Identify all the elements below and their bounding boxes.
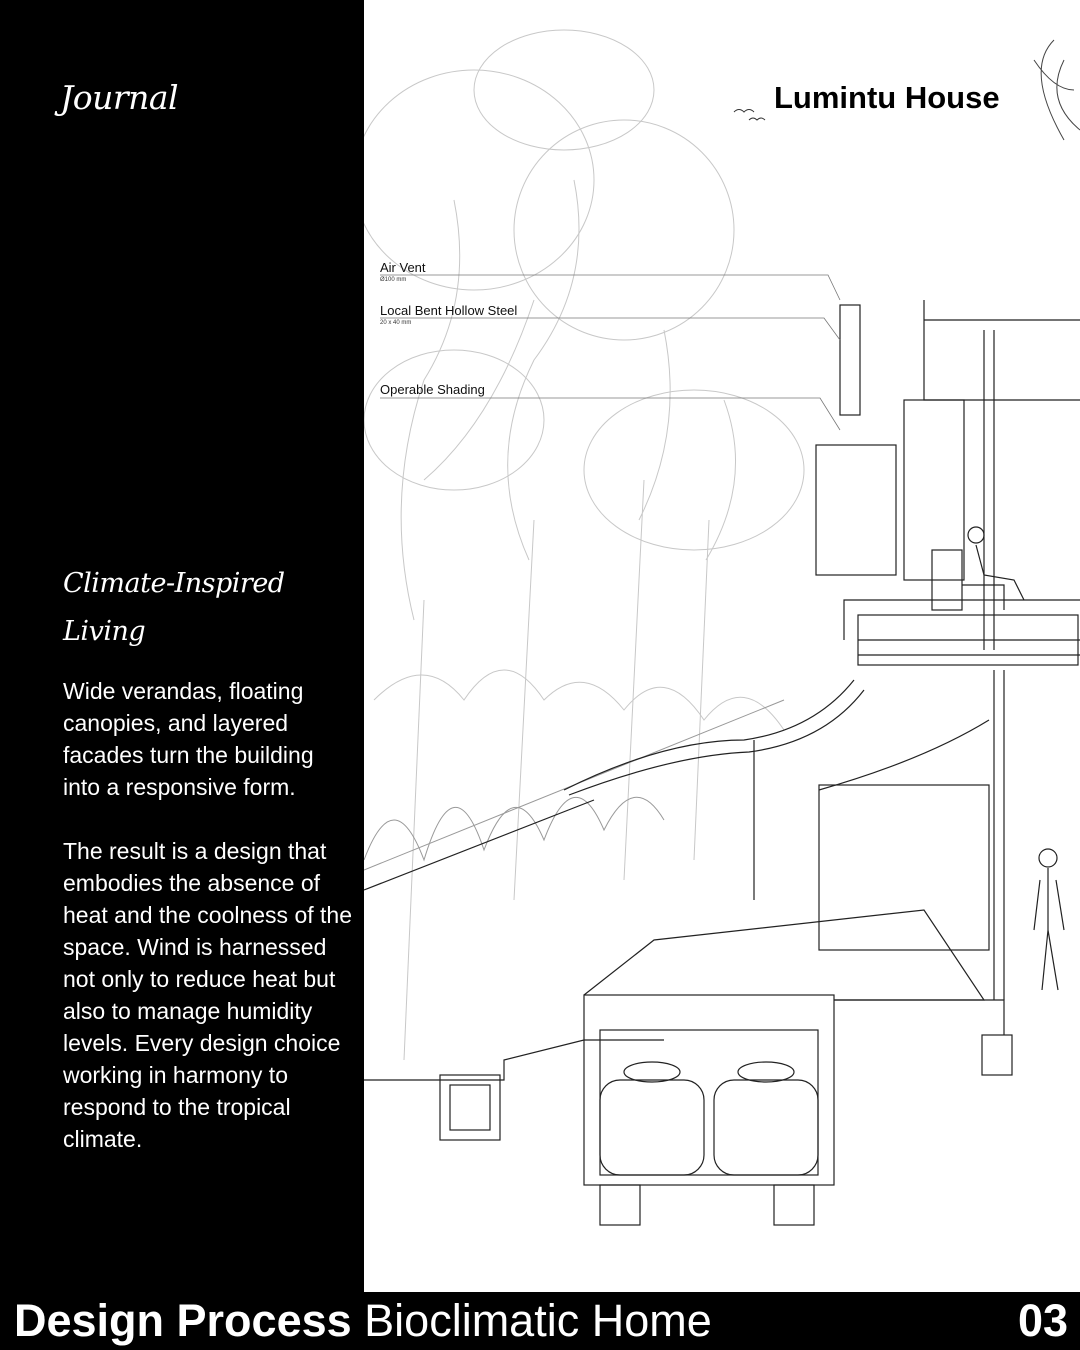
section-heading [63, 560, 343, 656]
footer-title [14, 1292, 712, 1350]
heading-line-1: Climate-Inspired [63, 568, 285, 599]
annotation-air-vent-size: Ø100 mm [380, 277, 407, 283]
annotation-bent-steel-size: 20 x 40 mm [380, 320, 412, 326]
footer-title-regular: Bioclimatic Home [351, 1295, 712, 1346]
paragraph-1: Wide verandas, floating canopies, and layered facades turn the building into a responsive form. [63, 678, 314, 800]
annotation-bent-steel: Local Bent Hollow Steel [380, 303, 518, 318]
drawing-title: Lumintu House [774, 80, 1000, 115]
section-drawing [364, 0, 1080, 1292]
annotation-air-vent: Air Vent [380, 260, 426, 275]
paragraph-2: The result is a design that embodies the absence of heat and the coolness of the space. Wind is harnessed not only to reduce heat but also to manage humidity levels. Every design choice working in harmony to respond to the tropical climate. [63, 838, 352, 1152]
architectural-section-illustration [364, 0, 1080, 1292]
journal-label: Journal [60, 78, 179, 117]
page-number: 03 [1017, 1295, 1068, 1346]
footer-bar [0, 1292, 1080, 1350]
heading-line-2: Living [63, 616, 146, 647]
body-text [63, 675, 353, 1187]
annotation-operable-shading: Operable Shading [380, 382, 485, 397]
footer-title-bold: Design Process [14, 1295, 352, 1346]
sidebar-panel [0, 0, 364, 1292]
